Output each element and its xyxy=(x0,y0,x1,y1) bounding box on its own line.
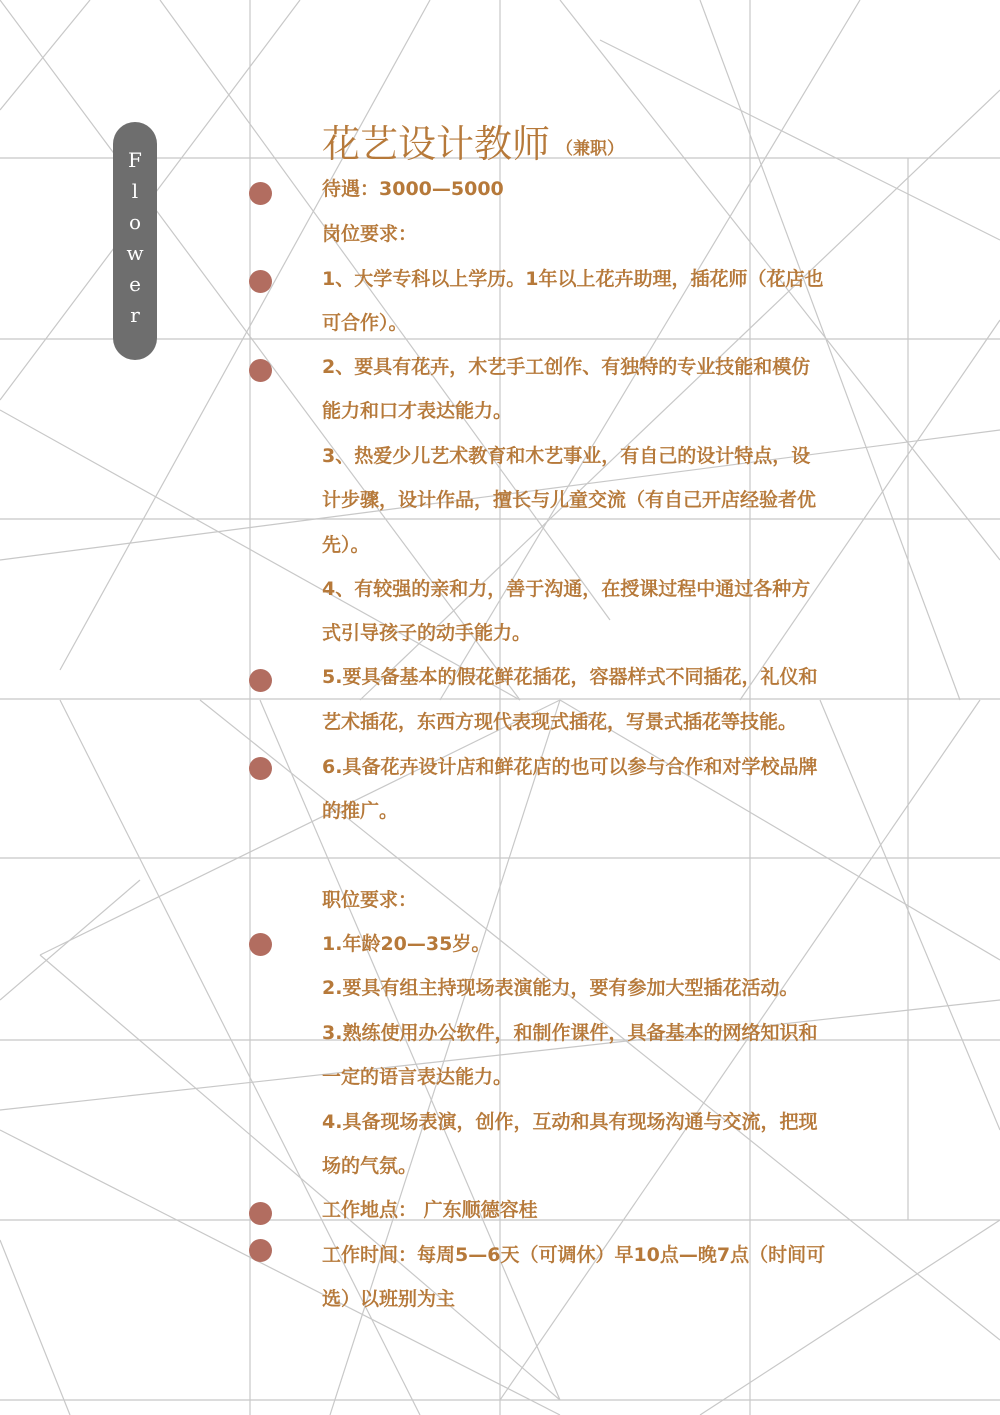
requirement-line: 一定的语言表达能力。 xyxy=(322,1066,513,1088)
requirement-line: 1、大学专科以上学历。1年以上花卉助理，插花师（花店也 xyxy=(322,268,824,290)
bullet-dot xyxy=(249,1239,272,1262)
requirement-line: 场的气氛。 xyxy=(322,1155,418,1177)
bullet-dot xyxy=(249,359,272,382)
requirement-line: 先）。 xyxy=(322,534,370,556)
bullet-dot xyxy=(249,1202,272,1225)
side-tab-label: Flower xyxy=(123,148,147,334)
bullet-dot xyxy=(249,270,272,293)
requirement-line: 3.熟练使用办公软件，和制作课件，具备基本的网络知识和 xyxy=(322,1022,818,1044)
requirement-line: 6.具备花卉设计店和鲜花店的也可以参与合作和对学校品牌 xyxy=(322,756,818,778)
bullet-dot xyxy=(249,669,272,692)
requirement-line: 式引导孩子的动手能力。 xyxy=(322,622,532,644)
title-sub: （兼职） xyxy=(556,139,625,159)
requirement-line: 能力和口才表达能力。 xyxy=(322,400,513,422)
requirement-line: 艺术插花，东西方现代表现式插花，写景式插花等技能。 xyxy=(322,711,798,733)
requirement-line: 4、有较强的亲和力，善于沟通，在授课过程中通过各种方 xyxy=(322,578,811,600)
requirement-line: 3、热爱少儿艺术教育和木艺事业，有自己的设计特点，设 xyxy=(322,445,811,467)
requirement-line: 2、要具有花卉，木艺手工创作、有独特的专业技能和模仿 xyxy=(322,356,811,378)
salary-line: 待遇：3000—5000 xyxy=(322,178,504,200)
title-main: 花艺设计教师 xyxy=(322,122,551,166)
requirement-line: 计步骤，设计作品，擅长与儿童交流（有自己开店经验者优 xyxy=(322,489,817,511)
requirement-line: 1.年龄20—35岁。 xyxy=(322,933,491,955)
requirement-line: 2.要具有组主持现场表演能力，要有参加大型插花活动。 xyxy=(322,977,799,999)
section-heading-position-requirements: 职位要求： xyxy=(322,889,418,911)
bullet-dot xyxy=(249,757,272,780)
side-tab xyxy=(113,122,157,360)
section-heading-post-requirements: 岗位要求： xyxy=(322,223,418,245)
requirement-line: 5.要具备基本的假花鲜花插花，容器样式不同插花，礼仪和 xyxy=(322,666,818,688)
work-time-line: 工作时间：每周5—6天（可调休）早10点—晚7点（时间可 xyxy=(322,1244,826,1266)
work-time-line: 选）以班别为主 xyxy=(322,1288,456,1310)
requirement-line: 的推广。 xyxy=(322,800,399,822)
bullet-dot xyxy=(249,933,272,956)
bullet-dot xyxy=(249,182,272,205)
requirement-line: 可合作）。 xyxy=(322,312,408,334)
requirement-line: 4.具备现场表演，创作，互动和具有现场沟通与交流，把现 xyxy=(322,1111,818,1133)
page-title xyxy=(322,112,624,166)
work-location-line: 工作地点： 广东顺德容桂 xyxy=(322,1199,538,1221)
